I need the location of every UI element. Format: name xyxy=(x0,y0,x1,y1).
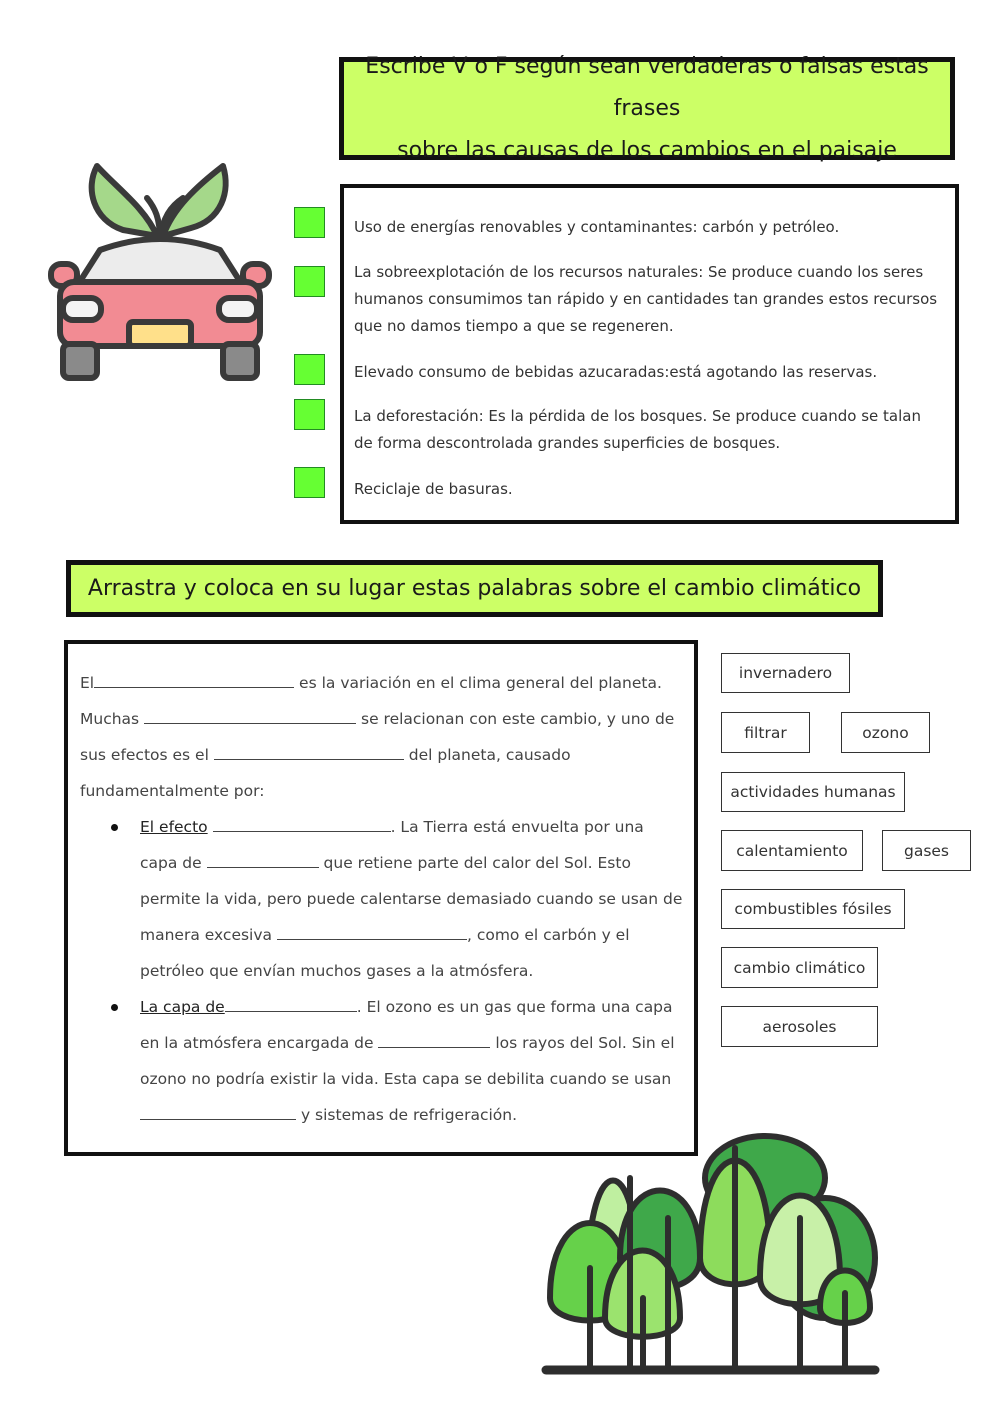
text-fragment: y sistemas de refrigeración. xyxy=(300,1106,518,1124)
section1-title-line1: Escribe V o F según sean verdaderas o falsas estas frases xyxy=(365,53,929,121)
word-chip-actividades-humanas[interactable]: actividades humanas xyxy=(721,772,905,812)
text-fragment: Muchas xyxy=(80,710,140,728)
text-fragment: es la variación en el clima general del planeta. xyxy=(299,674,662,692)
text-line-13 xyxy=(140,1105,517,1125)
text-line-4: fundamentalmente por: xyxy=(80,782,265,800)
answer-box-2[interactable] xyxy=(294,266,325,297)
drop-slot-6[interactable] xyxy=(277,925,467,940)
word-chip-cambio-climatico[interactable]: cambio climático xyxy=(721,947,878,988)
text-line-5 xyxy=(140,817,644,837)
text-line-12: ozono no podría existir la vida. Esta capa se debilita cuando se usan xyxy=(140,1070,672,1088)
word-chip-combustibles-fosiles[interactable]: combustibles fósiles xyxy=(721,889,905,929)
drop-slot-9[interactable] xyxy=(140,1105,296,1120)
section1-title xyxy=(339,53,955,163)
drop-slot-3[interactable] xyxy=(214,745,404,760)
drop-slot-7[interactable] xyxy=(225,997,357,1012)
word-chip-calentamiento[interactable]: calentamiento xyxy=(721,830,863,871)
answer-box-3[interactable] xyxy=(294,354,325,385)
text-fragment: del planeta, causado xyxy=(408,746,571,764)
bullet-1 xyxy=(111,824,118,831)
statement-1: Uso de energías renovables y contaminantes: carbón y petróleo. xyxy=(354,218,840,236)
bullet-2 xyxy=(111,1004,118,1011)
text-line-2 xyxy=(80,709,674,729)
text-line-10 xyxy=(140,997,673,1017)
text-fragment: El xyxy=(80,674,95,692)
word-chip-aerosoles[interactable]: aerosoles xyxy=(721,1006,878,1047)
text-line-9: petróleo que envían muchos gases a la atmósfera. xyxy=(140,962,534,980)
section2-title: Arrastra y coloca en su lugar estas palabras sobre el cambio climático xyxy=(66,560,883,617)
drop-slot-1[interactable] xyxy=(94,673,294,688)
section1-title-line2: sobre las causas de los cambios en el paisaje xyxy=(397,137,897,163)
drop-slot-8[interactable] xyxy=(378,1033,490,1048)
text-fragment: que retiene parte del calor del Sol. Esto xyxy=(323,854,631,872)
answer-box-4[interactable] xyxy=(294,399,325,430)
text-line-8 xyxy=(140,925,630,945)
statement-5: Reciclaje de basuras. xyxy=(354,480,513,498)
statement-2-line2: humanos consumimos tan rápido y en cantidades tan grandes estos recursos xyxy=(354,290,938,308)
text-fragment: La capa de xyxy=(140,998,225,1016)
text-fragment: se relacionan con este cambio, y uno de xyxy=(361,710,675,728)
statement-2-line3: que no damos tiempo a que se regeneren. xyxy=(354,317,674,335)
text-line-7: permite la vida, pero puede calentarse demasiado cuando se usan de xyxy=(140,890,683,908)
text-fragment: los rayos del Sol. Sin el xyxy=(495,1034,675,1052)
word-chip-ozono[interactable]: ozono xyxy=(841,712,930,753)
answer-box-5[interactable] xyxy=(294,467,325,498)
text-line-11 xyxy=(140,1033,675,1053)
text-fragment: . El ozono es un gas que forma una capa xyxy=(356,998,673,1016)
statement-2 xyxy=(354,259,950,340)
text-fragment: capa de xyxy=(140,854,202,872)
text-line-6 xyxy=(140,853,631,873)
answer-box-1[interactable] xyxy=(294,207,325,238)
text-fragment: en la atmósfera encargada de xyxy=(140,1034,374,1052)
statement-4-line1: La deforestación: Es la pérdida de los bosques. Se produce cuando se talan xyxy=(354,407,921,425)
text-fragment: El efecto xyxy=(140,818,208,836)
text-line-3 xyxy=(80,745,571,765)
text-line-1 xyxy=(80,673,662,693)
drop-slot-4[interactable] xyxy=(213,817,391,832)
text-fragment: manera excesiva xyxy=(140,926,273,944)
drop-slot-5[interactable] xyxy=(207,853,319,868)
word-chip-gases[interactable]: gases xyxy=(882,830,971,871)
statement-3: Elevado consumo de bebidas azucaradas:está agotando las reservas. xyxy=(354,363,878,381)
car-plant-illustration xyxy=(45,158,275,388)
text-fragment: . La Tierra está envuelta por una xyxy=(390,818,644,836)
drop-slot-2[interactable] xyxy=(144,709,356,724)
statement-4 xyxy=(354,403,950,457)
word-chip-invernadero[interactable]: invernadero xyxy=(721,653,850,693)
statement-2-line1: La sobreexplotación de los recursos naturales: Se produce cuando los seres xyxy=(354,263,924,281)
text-fragment: sus efectos es el xyxy=(80,746,209,764)
statement-4-line2: de forma descontrolada grandes superficies de bosques. xyxy=(354,434,781,452)
forest-illustration xyxy=(540,1108,885,1378)
text-fragment: , como el carbón y el xyxy=(466,926,630,944)
word-chip-filtrar[interactable]: filtrar xyxy=(721,712,810,753)
